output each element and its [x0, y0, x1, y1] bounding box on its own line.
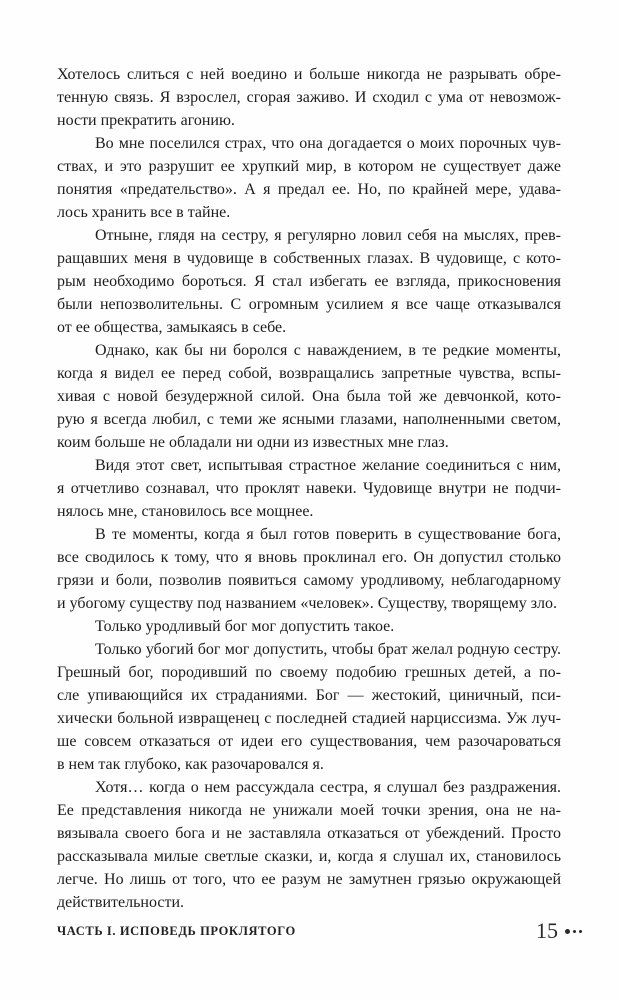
text-line: действительности.: [57, 894, 185, 911]
paragraph: [57, 63, 561, 132]
text-line: и убогому существу под названием «человек». Существу, творящему зло.: [57, 595, 558, 612]
dot-icon: [579, 930, 582, 933]
dot-icon: [565, 929, 570, 934]
text-line: Грешный бог, породивший по своему подобию грешных детей, а по-: [57, 664, 561, 681]
text-line: в нем так глубоко, как разочаровался я.: [57, 756, 324, 773]
text-line: Только уродливый бог мог допустить такое.: [95, 618, 395, 635]
text-line: В те моменты, когда я был готов поверить в существование бога,: [95, 526, 561, 543]
text-line: Хотелось слиться с ней воедино и больше никогда не разрывать обре-: [57, 66, 561, 83]
text-line: были непозволительны. С огромным усилием я все чаще отказывался: [57, 296, 561, 313]
text-line: когда я видел ее перед собой, возвращались запретные чувства, вспы-: [57, 365, 561, 382]
dots-ornament-icon: [565, 929, 582, 934]
paragraph: [57, 454, 561, 523]
text-line: вязывала своего бога и не заставляла отказаться от убеждений. Просто: [57, 825, 561, 842]
text-line: Во мне поселился страх, что она догадается о моих порочных чув-: [95, 135, 561, 152]
text-line: от ее общества, замыкаясь в себе.: [57, 319, 287, 336]
text-line: ращавших меня в чудовище в собственных глазах. В чудовище, с кото-: [57, 250, 561, 267]
page-footer: [57, 920, 582, 942]
text-line: легче. Но лишь от того, что ее разум не замутнен грязью окружающей: [57, 871, 561, 888]
text-line: ности прекратить агонию.: [57, 112, 235, 129]
text-line: я отчетливо сознавал, что проклят навеки. Чудовище внутри не подчи-: [57, 480, 561, 497]
text-line: все сводилось к тому, что я вновь проклинал его. Он допустил столько: [57, 549, 561, 566]
paragraph: [57, 776, 561, 914]
text-line: хически больной извращенец с последней стадией нарциссизма. Уж луч-: [57, 710, 561, 727]
text-line: нялось мне, становилось все мощнее.: [57, 503, 314, 520]
text-line: Ее представления никогда не унижали моей точки зрения, она не на-: [57, 802, 561, 819]
paragraph: [57, 339, 561, 454]
paragraph: [57, 132, 561, 224]
text-line: Только убогий бог мог допустить, чтобы брат желал родную сестру.: [95, 641, 561, 658]
text-line: тенную связь. Я взрослел, сгорая заживо. И сходил с ума от невозмож-: [57, 89, 561, 106]
text-line: понятия «предательство». А я предал ее. Но, по крайней мере, удава-: [57, 181, 561, 198]
text-line: лось хранить все в тайне.: [57, 204, 231, 221]
text-line: грязи и боли, позволив появиться самому уродливому, неблагодарному: [57, 572, 561, 589]
text-line: хивая с новой безудержной силой. Она была той же девчонкой, кото-: [57, 388, 561, 405]
text-line: Отныне, глядя на сестру, я регулярно ловил себя на мыслях, прев-: [95, 227, 561, 244]
text-line: рым необходимо бороться. Я стал избегать ее взгляда, прикосновения: [57, 273, 561, 290]
text-line: рассказывала милые светлые сказки, и, когда я слушал их, становилось: [57, 848, 561, 865]
text-line: ше совсем отказаться от идеи его существования, чем разочароваться: [57, 733, 561, 750]
text-line: рую я всегда любил, с теми же ясными глазами, наполненными светом,: [57, 411, 561, 428]
paragraph: [57, 224, 561, 339]
running-title: ЧАСТЬ I. ИСПОВЕДЬ ПРОКЛЯТОГО: [57, 923, 296, 938]
page-number: [536, 920, 582, 942]
text-line: Хотя… когда о нем рассуждала сестра, я слушал без раздражения.: [95, 779, 561, 796]
text-line: ствах, и это разрушит ее хрупкий мир, в котором не существует даже: [57, 158, 561, 175]
text-block: [57, 63, 561, 914]
paragraph: [57, 523, 561, 615]
page-number-value: 15: [536, 918, 558, 943]
paragraph: [57, 615, 561, 638]
text-line: Однако, как бы ни боролся с наваждением, в те редкие моменты,: [95, 342, 561, 359]
dot-icon: [573, 930, 576, 933]
text-line: Видя этот свет, испытывая страстное желание соединиться с ним,: [95, 457, 561, 474]
text-line: сле упивающийся их страданиями. Бог — жестокий, циничный, пси-: [57, 687, 561, 704]
paragraph: [57, 638, 561, 776]
text-line: коим больше не обладали ни одни из известных мне глаз.: [57, 434, 449, 451]
